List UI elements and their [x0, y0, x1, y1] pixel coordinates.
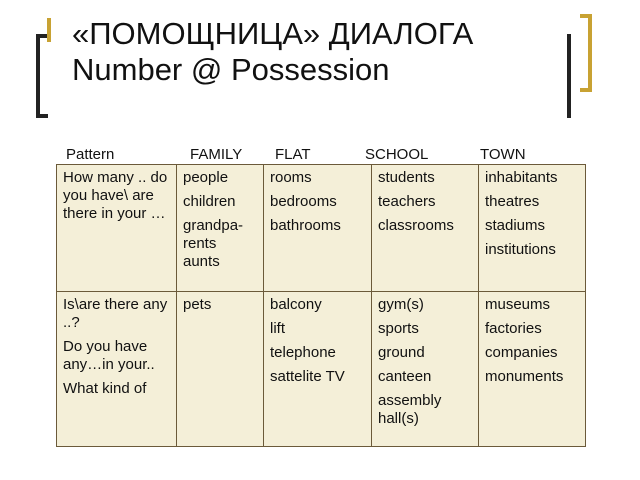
- cell-text: teachers: [378, 193, 436, 210]
- cell-family: [177, 165, 264, 292]
- header-pattern: Pattern: [66, 146, 115, 163]
- header-family: FAMILY: [190, 146, 243, 163]
- cell-text: factories: [485, 320, 542, 337]
- cell-text: stadiums: [485, 217, 546, 234]
- left-gold-bar-decoration: [47, 18, 55, 42]
- pattern-table: [56, 164, 586, 447]
- cell-text: assembly hall(s): [378, 392, 442, 427]
- cell-text: Do you have any…in your..: [63, 338, 155, 373]
- cell-family: [177, 292, 264, 447]
- cell-text: grandpa-rents: [183, 217, 244, 252]
- cell-text: aunts: [183, 253, 220, 270]
- cell-town: [479, 165, 586, 292]
- cell-text: people: [183, 169, 229, 186]
- cell-school: [372, 165, 479, 292]
- cell-text: sattelite TV: [270, 368, 345, 385]
- cell-text: rooms: [270, 169, 312, 186]
- cell-text: museums: [485, 296, 551, 313]
- cell-text: institutions: [485, 241, 556, 258]
- cell-text: Is\are there any ..?: [63, 296, 168, 331]
- cell-text: canteen: [378, 368, 432, 385]
- left-bracket-decoration: [36, 34, 48, 118]
- cell-pattern: [57, 165, 177, 292]
- cell-text: telephone: [270, 344, 336, 361]
- cell-text: companies: [485, 344, 558, 361]
- table-row: [57, 165, 586, 292]
- cell-text: lift: [270, 320, 285, 337]
- table-row: [57, 292, 586, 447]
- header-town: TOWN: [480, 146, 526, 163]
- right-bracket-decoration: [580, 14, 592, 92]
- cell-town: [479, 292, 586, 447]
- cell-text: pets: [183, 296, 212, 313]
- cell-flat: [264, 165, 372, 292]
- cell-text: theatres: [485, 193, 540, 210]
- cell-text: bedrooms: [270, 193, 337, 210]
- header-flat: FLAT: [275, 146, 311, 163]
- cell-text: inhabitants: [485, 169, 558, 186]
- title-line-1: «ПОМОЩНИЦА» ДИАЛОГА: [72, 16, 474, 51]
- cell-text: students: [378, 169, 435, 186]
- cell-flat: [264, 292, 372, 447]
- cell-text: How many .. do you have\ are there in your …: [63, 169, 168, 222]
- title-line-2: Number @ Possession: [72, 52, 390, 87]
- cell-text: children: [183, 193, 236, 210]
- cell-text: monuments: [485, 368, 564, 385]
- cell-text: What kind of: [63, 380, 147, 397]
- cell-text: sports: [378, 320, 419, 337]
- cell-text: gym(s): [378, 296, 424, 313]
- cell-text: classrooms: [378, 217, 454, 234]
- cell-text: bathrooms: [270, 217, 341, 234]
- slide-title: [72, 16, 473, 88]
- right-dark-bar-decoration: [567, 34, 571, 118]
- column-headers: [0, 146, 640, 166]
- cell-text: ground: [378, 344, 425, 361]
- cell-text: balcony: [270, 296, 322, 313]
- cell-school: [372, 292, 479, 447]
- header-school: SCHOOL: [365, 146, 429, 163]
- cell-pattern: [57, 292, 177, 447]
